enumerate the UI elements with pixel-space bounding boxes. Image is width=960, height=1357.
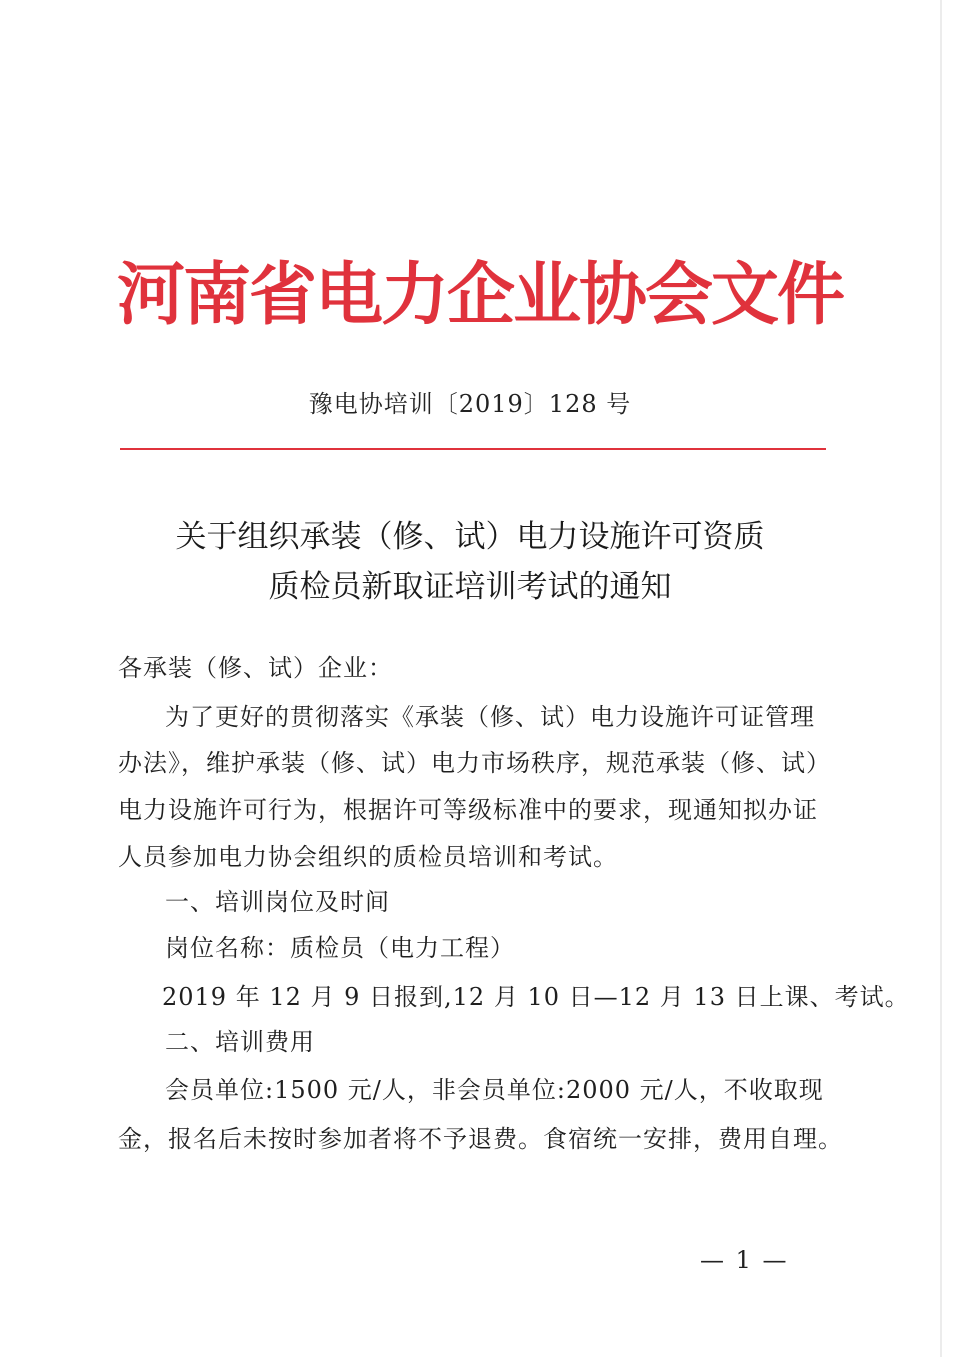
position-name-line: 岗位名称：质检员（电力工程） bbox=[165, 934, 515, 962]
scan-edge-shadow bbox=[940, 0, 942, 1357]
notice-title-line-2: 质检员新取证培训考试的通知 bbox=[268, 569, 672, 605]
schedule-line: 2019 年 12 月 9 日报到,12 月 10 日—12 月 13 日上课、考试。 bbox=[162, 983, 910, 1011]
red-divider-line bbox=[120, 448, 826, 450]
fee-line-2: 金，报名后未按时参加者将不予退费。食宿统一安排，费用自理。 bbox=[118, 1125, 843, 1153]
paragraph-1-line-3: 电力设施许可行为，根据许可等级标准中的要求，现通知拟办证 bbox=[118, 796, 818, 824]
organization-header-title: 河南省电力企业协会文件 bbox=[116, 255, 843, 335]
notice-title-line-1: 关于组织承装（修、试）电力设施许可资质 bbox=[175, 519, 765, 555]
salutation: 各承装（修、试）企业： bbox=[118, 654, 393, 682]
paragraph-1-line-1: 为了更好的贯彻落实《承装（修、试）电力设施许可证管理 bbox=[165, 703, 815, 731]
paragraph-1-line-4: 人员参加电力协会组织的质检员培训和考试。 bbox=[118, 843, 618, 871]
section-1-heading: 一、培训岗位及时间 bbox=[165, 888, 390, 916]
paragraph-1-line-2: 办法》，维护承装（修、试）电力市场秩序，规范承装（修、试） bbox=[118, 749, 831, 777]
document-number: 豫电协培训〔2019〕128 号 bbox=[308, 390, 632, 418]
section-2-heading: 二、培训费用 bbox=[165, 1028, 315, 1056]
fee-line-1: 会员单位:1500 元/人，非会员单位:2000 元/人，不收取现 bbox=[165, 1076, 824, 1104]
page-number: — 1 — bbox=[700, 1246, 789, 1274]
notice-title bbox=[0, 512, 940, 612]
